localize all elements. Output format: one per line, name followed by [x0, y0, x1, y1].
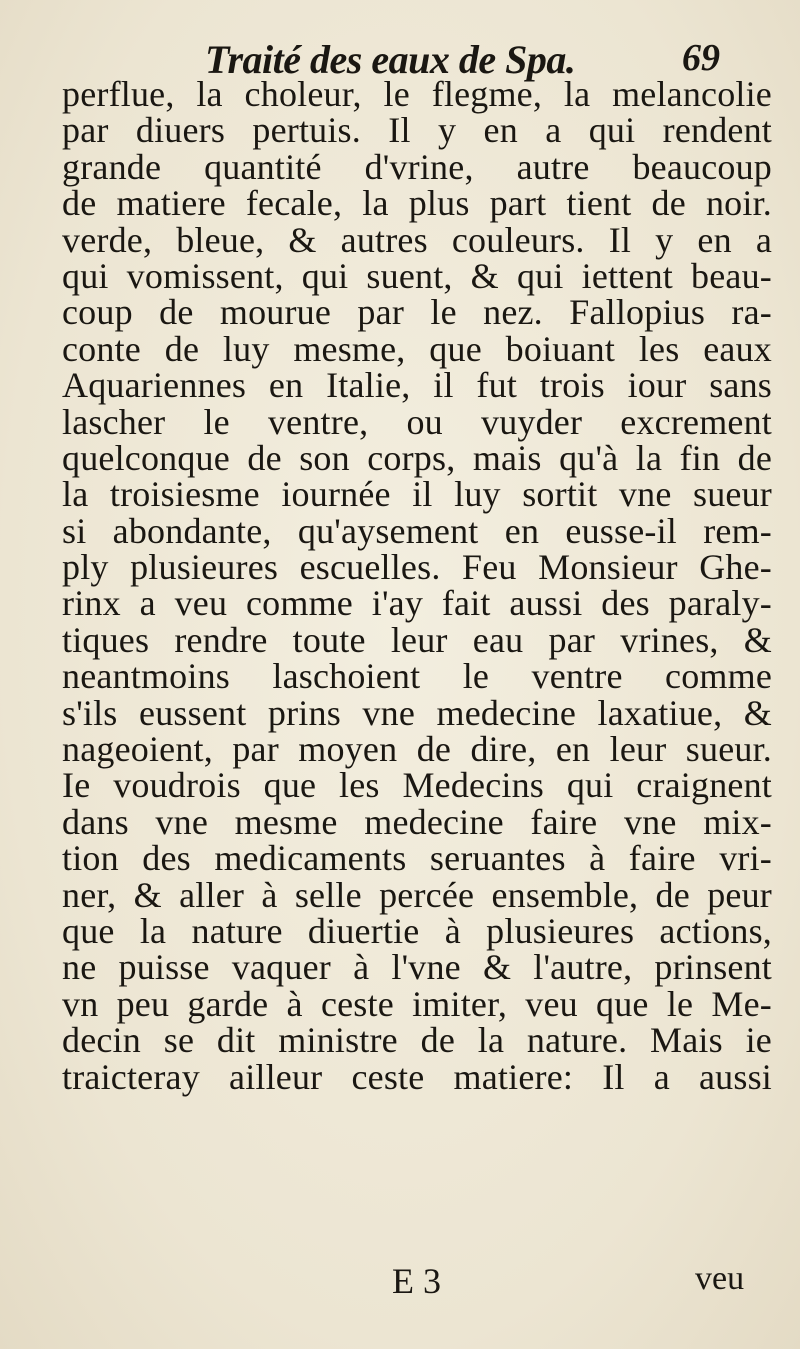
page-footer: [0, 1256, 800, 1316]
signature-mark: E 3: [392, 1261, 441, 1301]
running-title: Traité des eaux de Spa.: [205, 37, 576, 82]
text-line: Aquariennes en Italie, il fut trois iour sans: [62, 365, 772, 406]
text-line: neantmoins laschoient le ventre comme: [62, 656, 772, 697]
text-line: conte de luy mesme, que boiuant les eaux: [62, 328, 772, 369]
page-number: 69: [682, 37, 720, 79]
text-line: decin se dit ministre de la nature. Mais ie: [62, 1020, 772, 1061]
text-line: si abondante, qu'aysement en eusse-il rem-: [62, 510, 772, 551]
text-line: qui vomissent, qui suent, & qui iettent beau-: [62, 255, 772, 296]
text-line: traicteray ailleur ceste matiere: Il a aussi: [62, 1056, 772, 1097]
text-line: que la nature diuertie à plusieures actions,: [62, 910, 772, 951]
text-line: quelconque de son corps, mais qu'à la fin de: [62, 437, 772, 478]
text-line: perflue, la choleur, le flegme, la melancolie: [62, 74, 772, 114]
body-text: [62, 76, 772, 1095]
text-line: de matiere fecale, la plus part tient de noir.: [62, 183, 772, 224]
text-line: la troisiesme iournée il luy sortit vne sueur: [62, 474, 772, 515]
text-line: s'ils eussent prins vne medecine laxatiue, &: [62, 692, 772, 733]
text-line: verde, bleue, & autres couleurs. Il y en a: [62, 219, 772, 260]
text-line: coup de mourue par le nez. Fallopius ra-: [62, 292, 772, 333]
text-line: dans vne mesme medecine faire vne mix-: [62, 801, 772, 842]
text-line: lascher le ventre, ou vuyder excrement: [62, 401, 772, 442]
text-line: vn peu garde à ceste imiter, veu que le Me-: [62, 983, 772, 1024]
text-line: par diuers pertuis. Il y en a qui rendent: [62, 110, 772, 151]
text-line: ne puisse vaquer à l'vne & l'autre, prinsent: [62, 947, 772, 988]
text-line: nageoient, par moyen de dire, en leur sueur.: [62, 729, 772, 770]
text-line: tion des medicaments seruantes à faire vri-: [62, 838, 772, 879]
text-line: rinx a veu comme i'ay fait aussi des paraly-: [62, 583, 772, 624]
text-line: Ie voudrois que les Medecins qui craignent: [62, 765, 772, 806]
text-line: tiques rendre toute leur eau par vrines, &: [62, 619, 772, 660]
text-line: ner, & aller à selle percée ensemble, de peur: [62, 874, 772, 915]
text-line: grande quantité d'vrine, autre beaucoup: [62, 146, 772, 187]
catchword: veu: [695, 1260, 745, 1297]
text-line: ply plusieures escuelles. Feu Monsieur Ghe-: [62, 547, 772, 588]
